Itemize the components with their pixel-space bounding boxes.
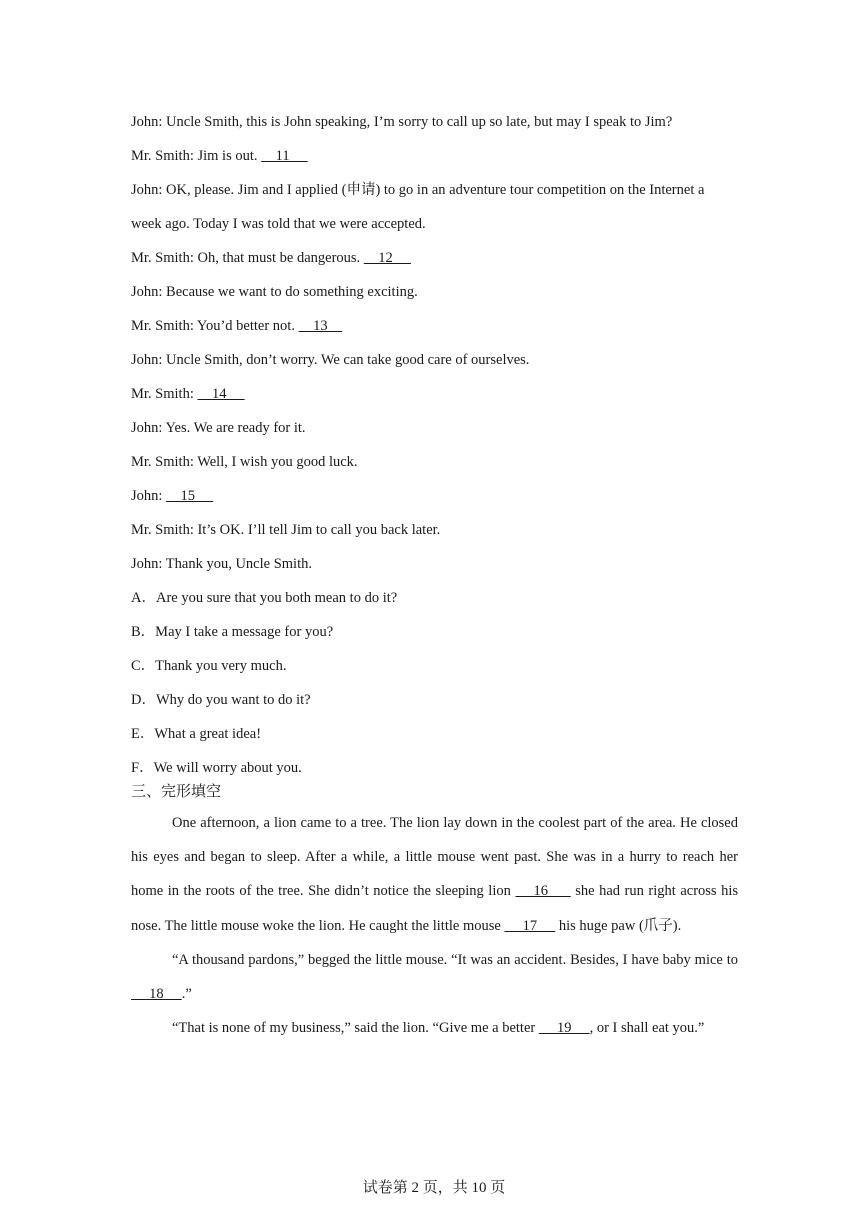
passage-text: his huge paw (爪子). — [555, 917, 682, 934]
passage-text: , or I shall eat you.” — [589, 1020, 705, 1037]
dialogue-line — [131, 108, 738, 142]
section-title: 三、完形填空 — [131, 784, 222, 800]
option-f: F．We will worry about you. — [131, 760, 302, 776]
passage-paragraph — [131, 943, 738, 1011]
answer-blank: 14 — [197, 386, 245, 402]
answer-options — [131, 584, 738, 788]
dialogue-line — [131, 244, 738, 278]
dialogue-line — [131, 414, 738, 448]
option-d: D．Why do you want to do it? — [131, 692, 311, 708]
answer-blank: 19 — [538, 1020, 590, 1037]
dialogue-line — [131, 482, 738, 516]
dialogue-line — [131, 380, 738, 414]
dialogue-text: Mr. Smith: You’d better not. — [131, 318, 299, 334]
dialogue-line — [131, 278, 738, 312]
dialogue-text: John: Because we want to do something exciting. — [131, 284, 418, 300]
dialogue-text: Mr. Smith: — [131, 386, 198, 402]
dialogue-text: John: Uncle Smith, this is John speaking, I’m sorry to call up so late, but may I speak to Jim? — [131, 114, 673, 130]
dialogue-text: John: Thank you, Uncle Smith. — [131, 556, 312, 572]
option-e: E．What a great idea! — [131, 726, 262, 742]
dialogue-line — [131, 312, 738, 346]
passage-text: .” — [181, 986, 192, 1003]
option-b: B．May I take a message for you? — [131, 624, 334, 640]
page-footer: 试卷第 2 页，共 10 页 — [362, 1180, 506, 1196]
option-c: C．Thank you very much. — [131, 658, 287, 674]
page-content — [131, 108, 738, 1045]
passage-text: she had run right across his nose. The little mouse woke the lion. He caught the little mouse — [131, 883, 739, 934]
answer-blank: 16 — [515, 883, 571, 900]
dialogue-text: Mr. Smith: Oh, that must be dangerous. — [131, 250, 364, 266]
dialogue-line — [131, 550, 738, 584]
dialogue-line — [131, 142, 738, 176]
dialogue-text: John: — [131, 488, 167, 504]
option-a: A．Are you sure that you both mean to do it? — [131, 590, 398, 606]
dialogue-text: John: Uncle Smith, don’t worry. We can take good care of ourselves. — [131, 352, 530, 368]
dialogue-line — [131, 448, 738, 482]
dialogue-line — [131, 210, 738, 244]
passage-paragraph — [131, 1011, 738, 1045]
passage-text: “A thousand pardons,” begged the little mouse. “It was an accident. Besides, I have baby mice to — [172, 951, 738, 968]
dialogue — [131, 108, 738, 584]
dialogue-text: Mr. Smith: Well, I wish you good luck. — [131, 454, 358, 470]
answer-blank: 11 — [261, 148, 308, 164]
answer-blank: 18 — [131, 986, 182, 1003]
dialogue-line — [131, 346, 738, 380]
passage-text: One afternoon, a lion came to a tree. The lion lay down in the coolest part of the area. He closed his eyes and began to sleep. After a while, a little mouse went past. She was in a hurry to reach her home in the roots of the tree. She didn’t notice the sleeping lion — [131, 815, 738, 900]
dialogue-text: Mr. Smith: It’s OK. I’ll tell Jim to call you back later. — [131, 522, 441, 538]
cloze-passage — [131, 806, 738, 1045]
dialogue-text: John: OK, please. Jim and I applied (申请) to go in an adventure tour competition on the Internet a — [131, 182, 705, 198]
passage-text: “That is none of my business,” said the lion. “Give me a better — [172, 1020, 539, 1037]
dialogue-line — [131, 176, 738, 210]
answer-blank: 17 — [504, 917, 556, 934]
answer-blank: 13 — [298, 318, 343, 334]
dialogue-text: week ago. Today I was told that we were accepted. — [131, 216, 426, 232]
dialogue-line — [131, 516, 738, 550]
answer-blank: 12 — [363, 250, 411, 266]
answer-blank: 15 — [166, 488, 214, 504]
dialogue-text: John: Yes. We are ready for it. — [131, 420, 306, 436]
dialogue-text: Mr. Smith: Jim is out. — [131, 148, 262, 164]
passage-paragraph — [131, 806, 738, 943]
